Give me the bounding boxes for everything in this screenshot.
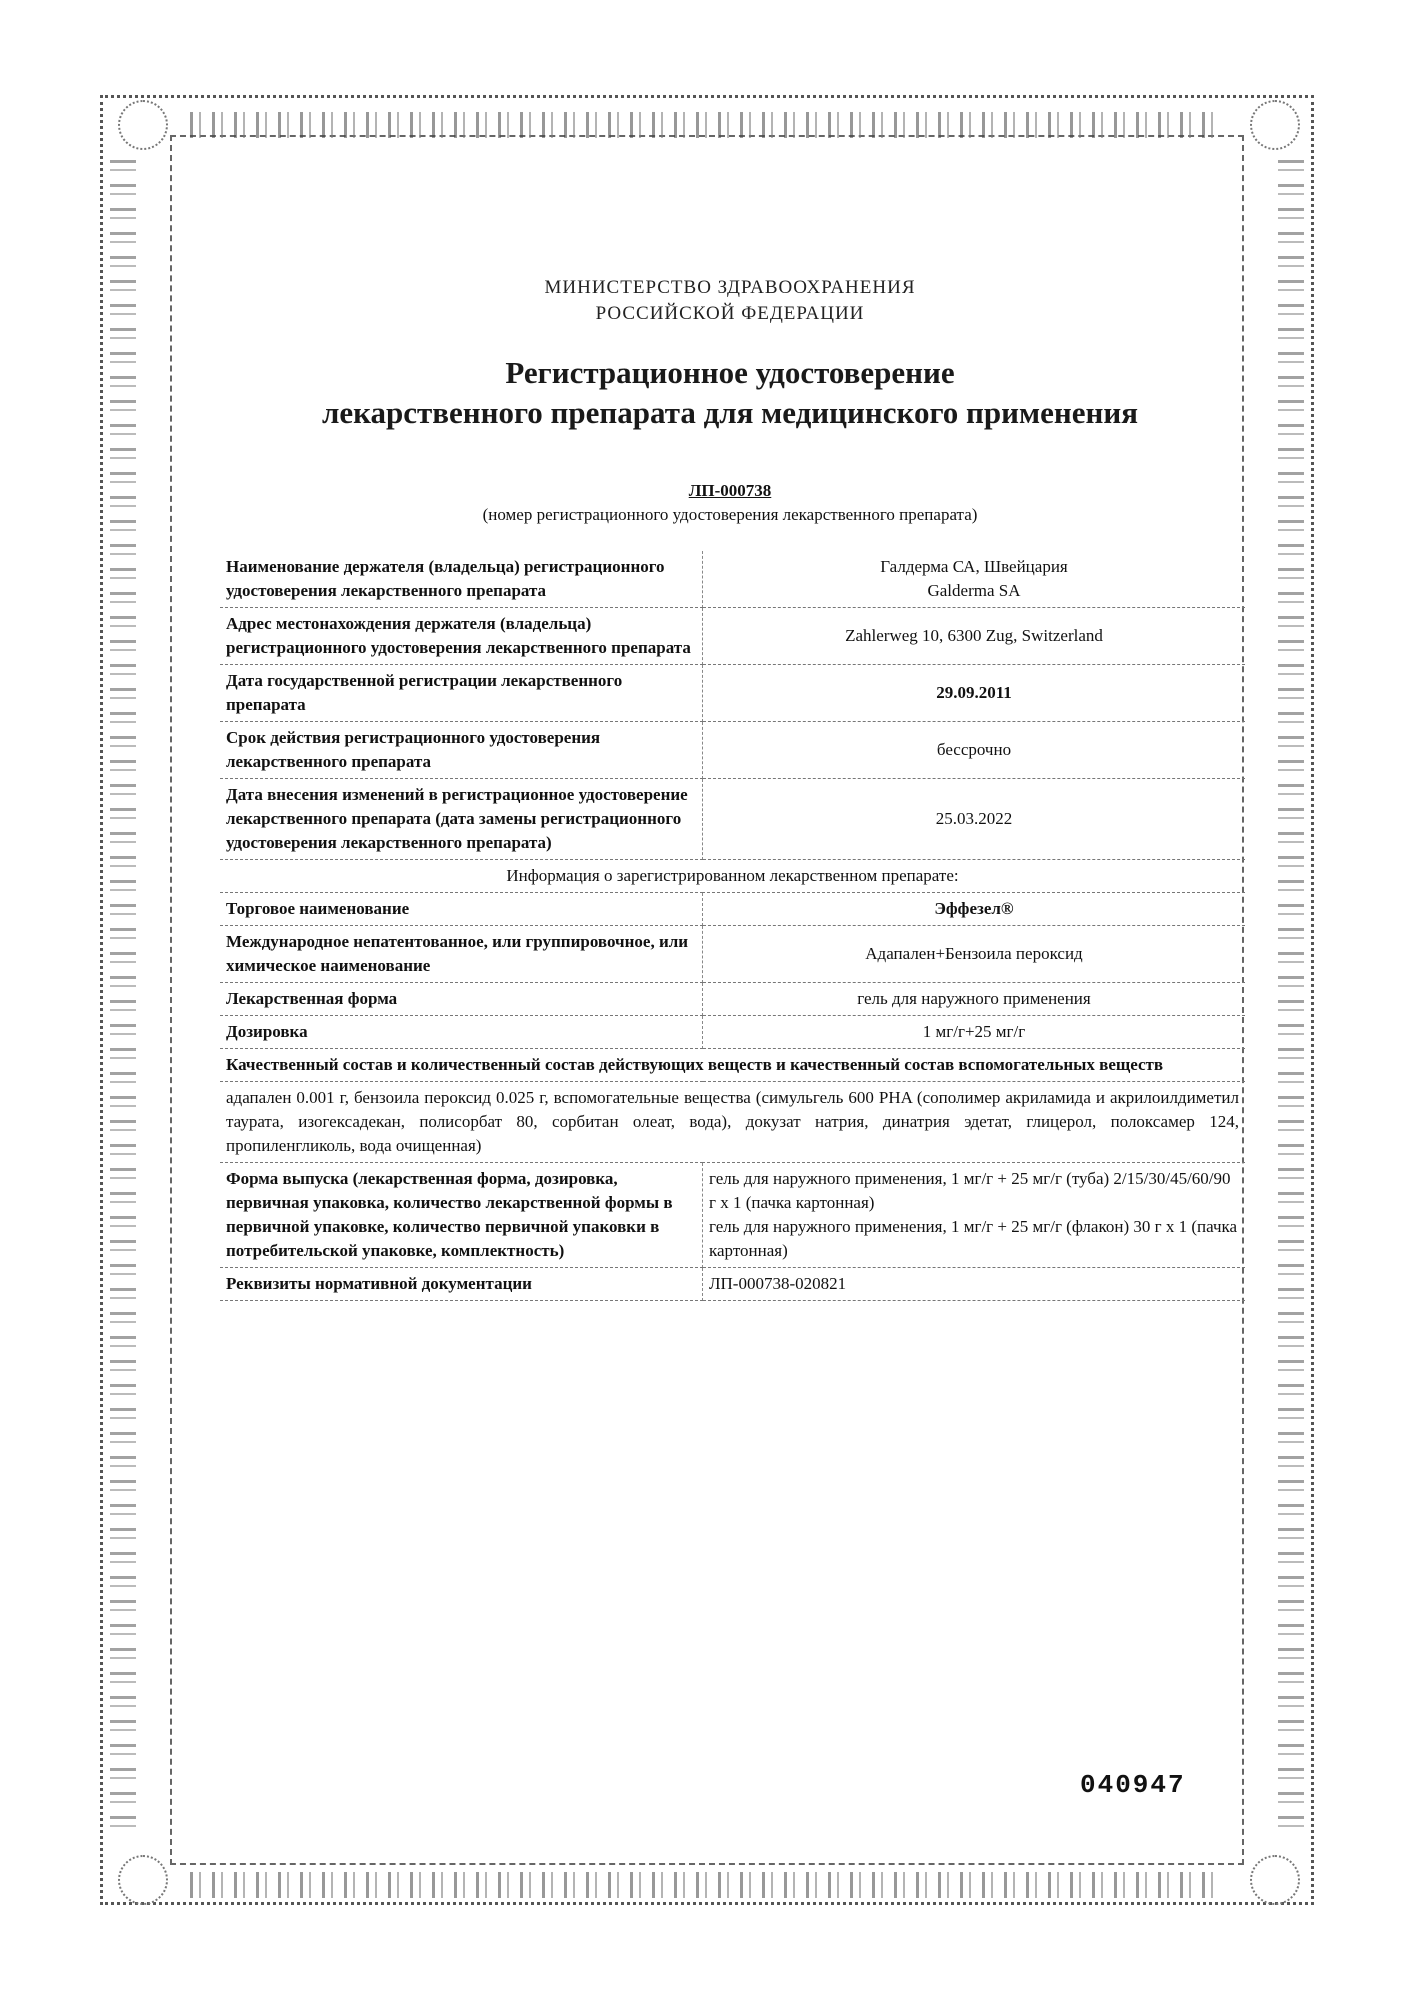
- certificate-table: [220, 551, 1245, 1301]
- dosage-form-value: гель для наружного применения: [703, 983, 1246, 1016]
- inn-value: Адапален+Бензоила пероксид: [703, 926, 1246, 983]
- release-form-value: [703, 1163, 1246, 1268]
- table-row: [220, 983, 1245, 1016]
- composition-label: Качественный состав и количественный состав действующих веществ и качественный состав вспомогательных веществ: [220, 1049, 1245, 1082]
- ministry-name: [220, 275, 1240, 327]
- table-row: [220, 893, 1245, 926]
- document-title: [220, 353, 1240, 433]
- change-date-value: 25.03.2022: [703, 779, 1246, 860]
- table-row: [220, 779, 1245, 860]
- table-row: [220, 722, 1245, 779]
- left-ornament: [110, 160, 136, 1840]
- corner-rosette-tl: [118, 100, 168, 150]
- table-row: [220, 551, 1245, 608]
- info-heading: Информация о зарегистрированном лекарственном препарате:: [220, 860, 1245, 893]
- table-row: [220, 608, 1245, 665]
- trade-name-label: Торговое наименование: [220, 893, 703, 926]
- release-form-label: Форма выпуска (лекарственная форма, дозировка, первичная упаковка, количество лекарственной формы в первичной упаковке, количество первичной упаковки в потребительской упаковке, комплектность): [220, 1163, 703, 1268]
- address-label: Адрес местонахождения держателя (владельца) регистрационного удостоверения лекарственного препарата: [220, 608, 703, 665]
- registration-number-caption: (номер регистрационного удостоверения лекарственного препарата): [482, 505, 978, 524]
- holder-label: Наименование держателя (владельца) регистрационного удостоверения лекарственного препарата: [220, 551, 703, 608]
- change-date-label: Дата внесения изменений в регистрационное удостоверение лекарственного препарата (дата замены регистрационного удостоверения лекарственного препарата): [220, 779, 703, 860]
- docs-label: Реквизиты нормативной документации: [220, 1268, 703, 1301]
- trade-name-value: Эффезел®: [703, 893, 1246, 926]
- corner-rosette-bl: [118, 1855, 168, 1905]
- ministry-line-1: МИНИСТЕРСТВО ЗДРАВООХРАНЕНИЯ: [544, 277, 916, 298]
- table-row: [220, 1268, 1245, 1301]
- reg-date-label: Дата государственной регистрации лекарственного препарата: [220, 665, 703, 722]
- dosage-label: Дозировка: [220, 1016, 703, 1049]
- corner-rosette-br: [1250, 1855, 1300, 1905]
- certificate-content: [220, 275, 1240, 1301]
- serial-number: 040947: [1080, 1770, 1186, 1800]
- address-value: Zahlerweg 10, 6300 Zug, Switzerland: [703, 608, 1246, 665]
- dosage-form-label: Лекарственная форма: [220, 983, 703, 1016]
- title-line-2: лекарственного препарата для медицинского применения: [322, 395, 1138, 430]
- right-ornament: [1278, 160, 1304, 1840]
- release-form-value-2: гель для наружного применения, 1 мг/г + 25 мг/г (флакон) 30 г x 1 (пачка картонная): [709, 1217, 1238, 1260]
- holder-value-ru: Галдерма СА, Швейцария: [880, 557, 1068, 576]
- corner-rosette-tr: [1250, 100, 1300, 150]
- table-row: [220, 1016, 1245, 1049]
- top-ornament: [190, 112, 1224, 138]
- release-form-value-1: гель для наружного применения, 1 мг/г + 25 мг/г (туба) 2/15/30/45/60/90 г x 1 (пачка картонная): [709, 1169, 1231, 1212]
- table-row: [220, 1163, 1245, 1268]
- title-line-1: Регистрационное удостоверение: [505, 355, 955, 390]
- dosage-value: 1 мг/г+25 мг/г: [703, 1016, 1246, 1049]
- reg-date-value: 29.09.2011: [703, 665, 1246, 722]
- holder-value-en: Galderma SA: [927, 581, 1021, 600]
- bottom-ornament: [190, 1872, 1224, 1898]
- composition-value: адапален 0.001 г, бензоила пероксид 0.025 г, вспомогательные вещества (симульгель 600 PHA (сополимер акриламида и акрилоилдиметил таурата, изогексадекан, полисорбат 80, сорбитан олеат, вода), докузат натрия, динатрия эдетат, глицерол, полоксамер 124, пропиленгликоль, вода очищенная): [220, 1082, 1245, 1163]
- docs-value: ЛП-000738-020821: [703, 1268, 1246, 1301]
- validity-label: Срок действия регистрационного удостоверения лекарственного препарата: [220, 722, 703, 779]
- validity-value: бессрочно: [703, 722, 1246, 779]
- inn-label: Международное непатентованное, или группировочное, или химическое наименование: [220, 926, 703, 983]
- table-row: [220, 1082, 1245, 1163]
- table-row: [220, 860, 1245, 893]
- holder-value: [703, 551, 1246, 608]
- table-row: [220, 1049, 1245, 1082]
- registration-number: ЛП-000738: [688, 481, 772, 500]
- table-row: [220, 926, 1245, 983]
- table-row: [220, 665, 1245, 722]
- ministry-line-2: РОССИЙСКОЙ ФЕДЕРАЦИИ: [595, 303, 865, 324]
